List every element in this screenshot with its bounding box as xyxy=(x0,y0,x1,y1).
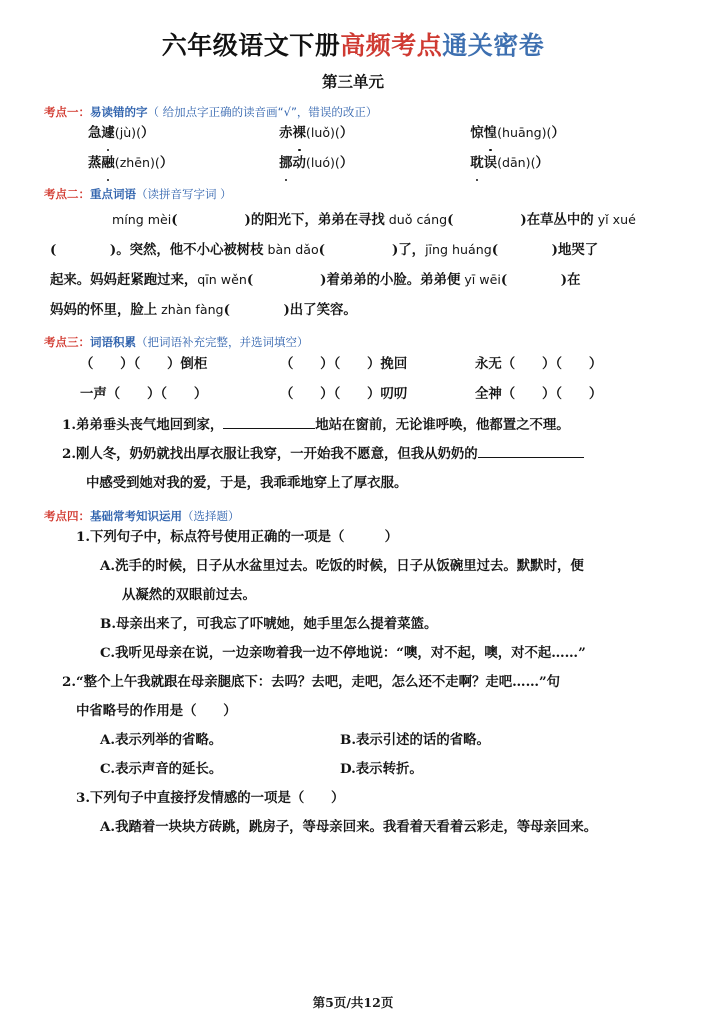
page-title xyxy=(44,0,662,61)
word-char-1: 惊 xyxy=(470,125,484,142)
fill-blank-question-continued: 中感受到她对我的爱，于是，我乖乖地穿上了厚衣服。 xyxy=(86,474,408,491)
han-text: 在草丛中的 xyxy=(526,212,594,229)
word-answer-blank[interactable]: ） xyxy=(339,155,354,172)
pinyin-prompt: míng mèi xyxy=(112,212,172,228)
word-char-1: 赤 xyxy=(279,125,293,142)
section-4-note: （选择题） xyxy=(182,508,240,523)
word-pinyin: (luǒ)( xyxy=(305,125,340,141)
option-row xyxy=(44,726,662,755)
word-item xyxy=(88,148,279,178)
question-number: 2. xyxy=(62,445,76,462)
word-char-2-dotted: 惶 xyxy=(484,118,497,148)
idiom-item[interactable]: （ ）（ ）挽回 xyxy=(280,355,408,372)
word-char-1-dotted: 耽 xyxy=(470,148,483,178)
word-pinyin: (dān)( xyxy=(497,155,536,171)
option-a[interactable] xyxy=(44,813,662,842)
cloze-line xyxy=(50,235,662,265)
section-1-note: （ 给加点字正确的读音画“√”，错误的改正） xyxy=(147,104,378,119)
question-text-before: 刚人冬，奶奶就找出厚衣服让我穿，一开始我不愿意，但我从奶奶的 xyxy=(75,445,478,462)
answer-paren[interactable]: ( ) xyxy=(223,302,290,319)
han-text: 在 xyxy=(567,272,581,289)
section-ci-yu-ji-lei xyxy=(44,336,662,498)
idiom-item[interactable]: 永无（ ）（ ） xyxy=(475,355,603,372)
section-1-heading xyxy=(44,106,662,119)
pinyin-prompt: yǐ xué xyxy=(593,212,636,228)
section-yi-du-cuo-de-zi xyxy=(44,106,662,179)
option-text: 我踏着一块块方砖跳，跳房子，等母亲回来。我看着天看着云彩走，等母亲回来。 xyxy=(115,819,598,836)
han-text: 起来。妈妈赶紧跑过来， xyxy=(50,272,198,289)
word-char-1: 蒸 xyxy=(88,155,102,172)
han-text: 的阳光下，弟弟在寻找 xyxy=(250,212,385,229)
option-label: A. xyxy=(100,819,116,836)
option-c[interactable] xyxy=(100,755,340,784)
section-zhong-dian-ci-yu xyxy=(44,188,662,325)
word-answer-blank[interactable]: ） xyxy=(141,125,155,142)
option-a[interactable] xyxy=(44,552,662,581)
pinyin-prompt: bàn dǎo xyxy=(263,242,319,258)
han-text: 妈妈的怀里，脸上 xyxy=(50,302,158,319)
question-number: 3. xyxy=(76,790,90,807)
answer-blank[interactable] xyxy=(223,428,315,429)
section-3-note: （把词语补充完整，并选词填空） xyxy=(136,335,309,350)
choice-questions xyxy=(44,523,662,842)
word-pinyin: (luó)( xyxy=(305,155,340,171)
section-4-heading xyxy=(44,510,662,523)
option-text: 母亲出来了，可我忘了吓唬她，她手里怎么提着菜篮。 xyxy=(115,616,438,633)
question-number: 2. xyxy=(62,674,76,691)
word-char-2-dotted: 遽 xyxy=(101,118,114,148)
option-a-continued: 从凝然的双眼前过去。 xyxy=(122,587,256,604)
section-4-key: 考点四： xyxy=(44,508,90,523)
option-text: 洗手的时候，日子从水盆里过去。吃饭的时候，日子从饭碗里过去。默默时，便 xyxy=(115,558,584,575)
word-item xyxy=(470,148,661,178)
idiom-item[interactable]: 一声（ ）（ ） xyxy=(80,385,208,402)
word-row xyxy=(44,148,662,178)
option-d[interactable] xyxy=(340,755,423,784)
idiom-item[interactable]: 全神（ ）（ ） xyxy=(475,385,603,402)
word-char-2: 误 xyxy=(483,155,498,172)
question-text-before: 弟弟垂头丧气地回到家， xyxy=(75,416,224,433)
word-char-2: 动 xyxy=(292,155,306,172)
option-text: 表示声音的延长。 xyxy=(115,761,223,778)
question-number: 1. xyxy=(76,529,90,546)
section-2-key: 考点二： xyxy=(44,187,90,202)
title-part-black: 六年级语文下册 xyxy=(161,31,341,60)
question-number: 1. xyxy=(62,416,76,433)
word-item xyxy=(88,118,279,148)
section-3-heading xyxy=(44,336,662,349)
option-label: A. xyxy=(100,732,116,749)
section-2-heading xyxy=(44,188,662,201)
fill-blank-question xyxy=(62,440,662,469)
answer-paren[interactable]: ( ) xyxy=(500,272,568,289)
section-4-name: 基础常考知识运用 xyxy=(90,508,182,523)
option-label: C. xyxy=(100,761,116,778)
option-b[interactable] xyxy=(340,726,490,755)
answer-paren[interactable]: ( ) xyxy=(50,242,117,259)
word-item xyxy=(279,148,470,178)
pinyin-prompt: jīng huáng xyxy=(425,242,492,258)
word-pinyin: (jù)( xyxy=(114,125,142,141)
page-subtitle: 第三单元 xyxy=(321,71,384,91)
question-1 xyxy=(44,523,662,552)
answer-paren[interactable]: ( ) xyxy=(246,272,327,289)
option-label: D. xyxy=(340,761,356,778)
han-text: 地哭了 xyxy=(557,242,599,259)
option-label: C. xyxy=(100,645,116,662)
option-row xyxy=(44,755,662,784)
question-stem[interactable]: 下列句子中，标点符号使用正确的一项是（ ） xyxy=(89,529,398,546)
section-ji-chu-chang-kao xyxy=(44,510,662,843)
word-row xyxy=(44,118,662,148)
cloze-paragraph xyxy=(44,205,662,325)
section-1-name: 易读错的字 xyxy=(90,104,148,119)
option-text: 我听见母亲在说，一边亲吻着我一边不停地说：“噢，对不起，噢，对不起……” xyxy=(115,645,586,662)
question-text-after: 地站在窗前，无论谁呼唤，他都置之不理。 xyxy=(315,416,570,433)
word-answer-blank[interactable]: ） xyxy=(339,125,354,142)
word-char-2-dotted: 融 xyxy=(101,148,114,178)
idiom-item[interactable]: （ ）（ ）倒柜 xyxy=(80,355,208,372)
section-3-name: 词语积累 xyxy=(90,335,136,350)
idiom-row xyxy=(44,349,662,379)
option-label: B. xyxy=(100,616,116,633)
answer-paren[interactable]: ( ) xyxy=(171,212,251,229)
option-text: 表示引述的话的省略。 xyxy=(355,732,490,749)
cloze-line xyxy=(50,295,662,325)
section-2-note: （读拼音写字词 ） xyxy=(136,187,232,202)
option-b[interactable] xyxy=(44,610,662,639)
han-text: 。突然，他不小心被树枝 xyxy=(116,242,264,259)
option-text: 表示转折。 xyxy=(355,761,423,778)
title-part-blue: 通关密卷 xyxy=(442,31,545,60)
word-char-1-dotted: 挪 xyxy=(279,148,292,178)
word-pinyin: (zhēn)( xyxy=(114,155,160,171)
fill-blank-question xyxy=(62,411,662,440)
word-answer-blank[interactable]: ） xyxy=(535,155,549,172)
word-answer-blank[interactable]: ） xyxy=(159,155,174,172)
title-part-red: 高频考点 xyxy=(340,31,443,60)
answer-paren[interactable]: ( ) xyxy=(447,212,527,229)
section-2-name: 重点词语 xyxy=(90,187,136,202)
question-stem: “整个上午我就跟在母亲腿底下：去吗？去吧，走吧，怎么还不走啊？走吧……”句 xyxy=(75,674,561,691)
pinyin-prompt: zhàn fàng xyxy=(157,302,224,318)
section-3-key: 考点三： xyxy=(44,335,90,350)
pinyin-prompt: duǒ cáng xyxy=(384,212,448,228)
pinyin-prompt: qīn wěn xyxy=(197,272,247,288)
pinyin-prompt: yī wēi xyxy=(460,272,501,288)
answer-blank[interactable] xyxy=(478,457,584,458)
word-item xyxy=(470,118,661,148)
word-item xyxy=(279,118,470,148)
question-2 xyxy=(44,668,662,697)
option-a[interactable] xyxy=(100,726,340,755)
option-label: A. xyxy=(100,558,116,575)
page-footer: 第5页/共12页 xyxy=(312,995,394,1010)
word-char-1: 急 xyxy=(88,125,102,142)
option-label: B. xyxy=(340,732,356,749)
han-text: 出了笑容。 xyxy=(289,302,357,319)
section-1-key: 考点一： xyxy=(44,104,90,119)
option-c[interactable] xyxy=(44,639,662,668)
word-pinyin: (huāng)( xyxy=(497,125,552,141)
idiom-item[interactable]: （ ）（ ）叨叨 xyxy=(280,385,408,402)
option-text: 表示列举的省略。 xyxy=(115,732,223,749)
answer-paren[interactable]: ( ) xyxy=(318,242,399,259)
question-2-continued[interactable]: 中省略号的作用是（ ） xyxy=(76,703,237,720)
question-stem[interactable]: 下列句子中直接抒发情感的一项是（ ） xyxy=(89,790,345,807)
han-text: 了， xyxy=(398,242,426,259)
idiom-row xyxy=(44,379,662,409)
han-text: 着弟弟的小脸。弟弟便 xyxy=(326,272,461,289)
cloze-line xyxy=(50,265,662,295)
fill-blank-questions xyxy=(44,411,662,498)
word-char-2-dotted: 裸 xyxy=(293,118,306,148)
question-3 xyxy=(44,784,662,813)
cloze-line xyxy=(50,205,662,235)
answer-paren[interactable]: ( ) xyxy=(491,242,558,259)
word-answer-blank[interactable]: ） xyxy=(551,125,565,142)
